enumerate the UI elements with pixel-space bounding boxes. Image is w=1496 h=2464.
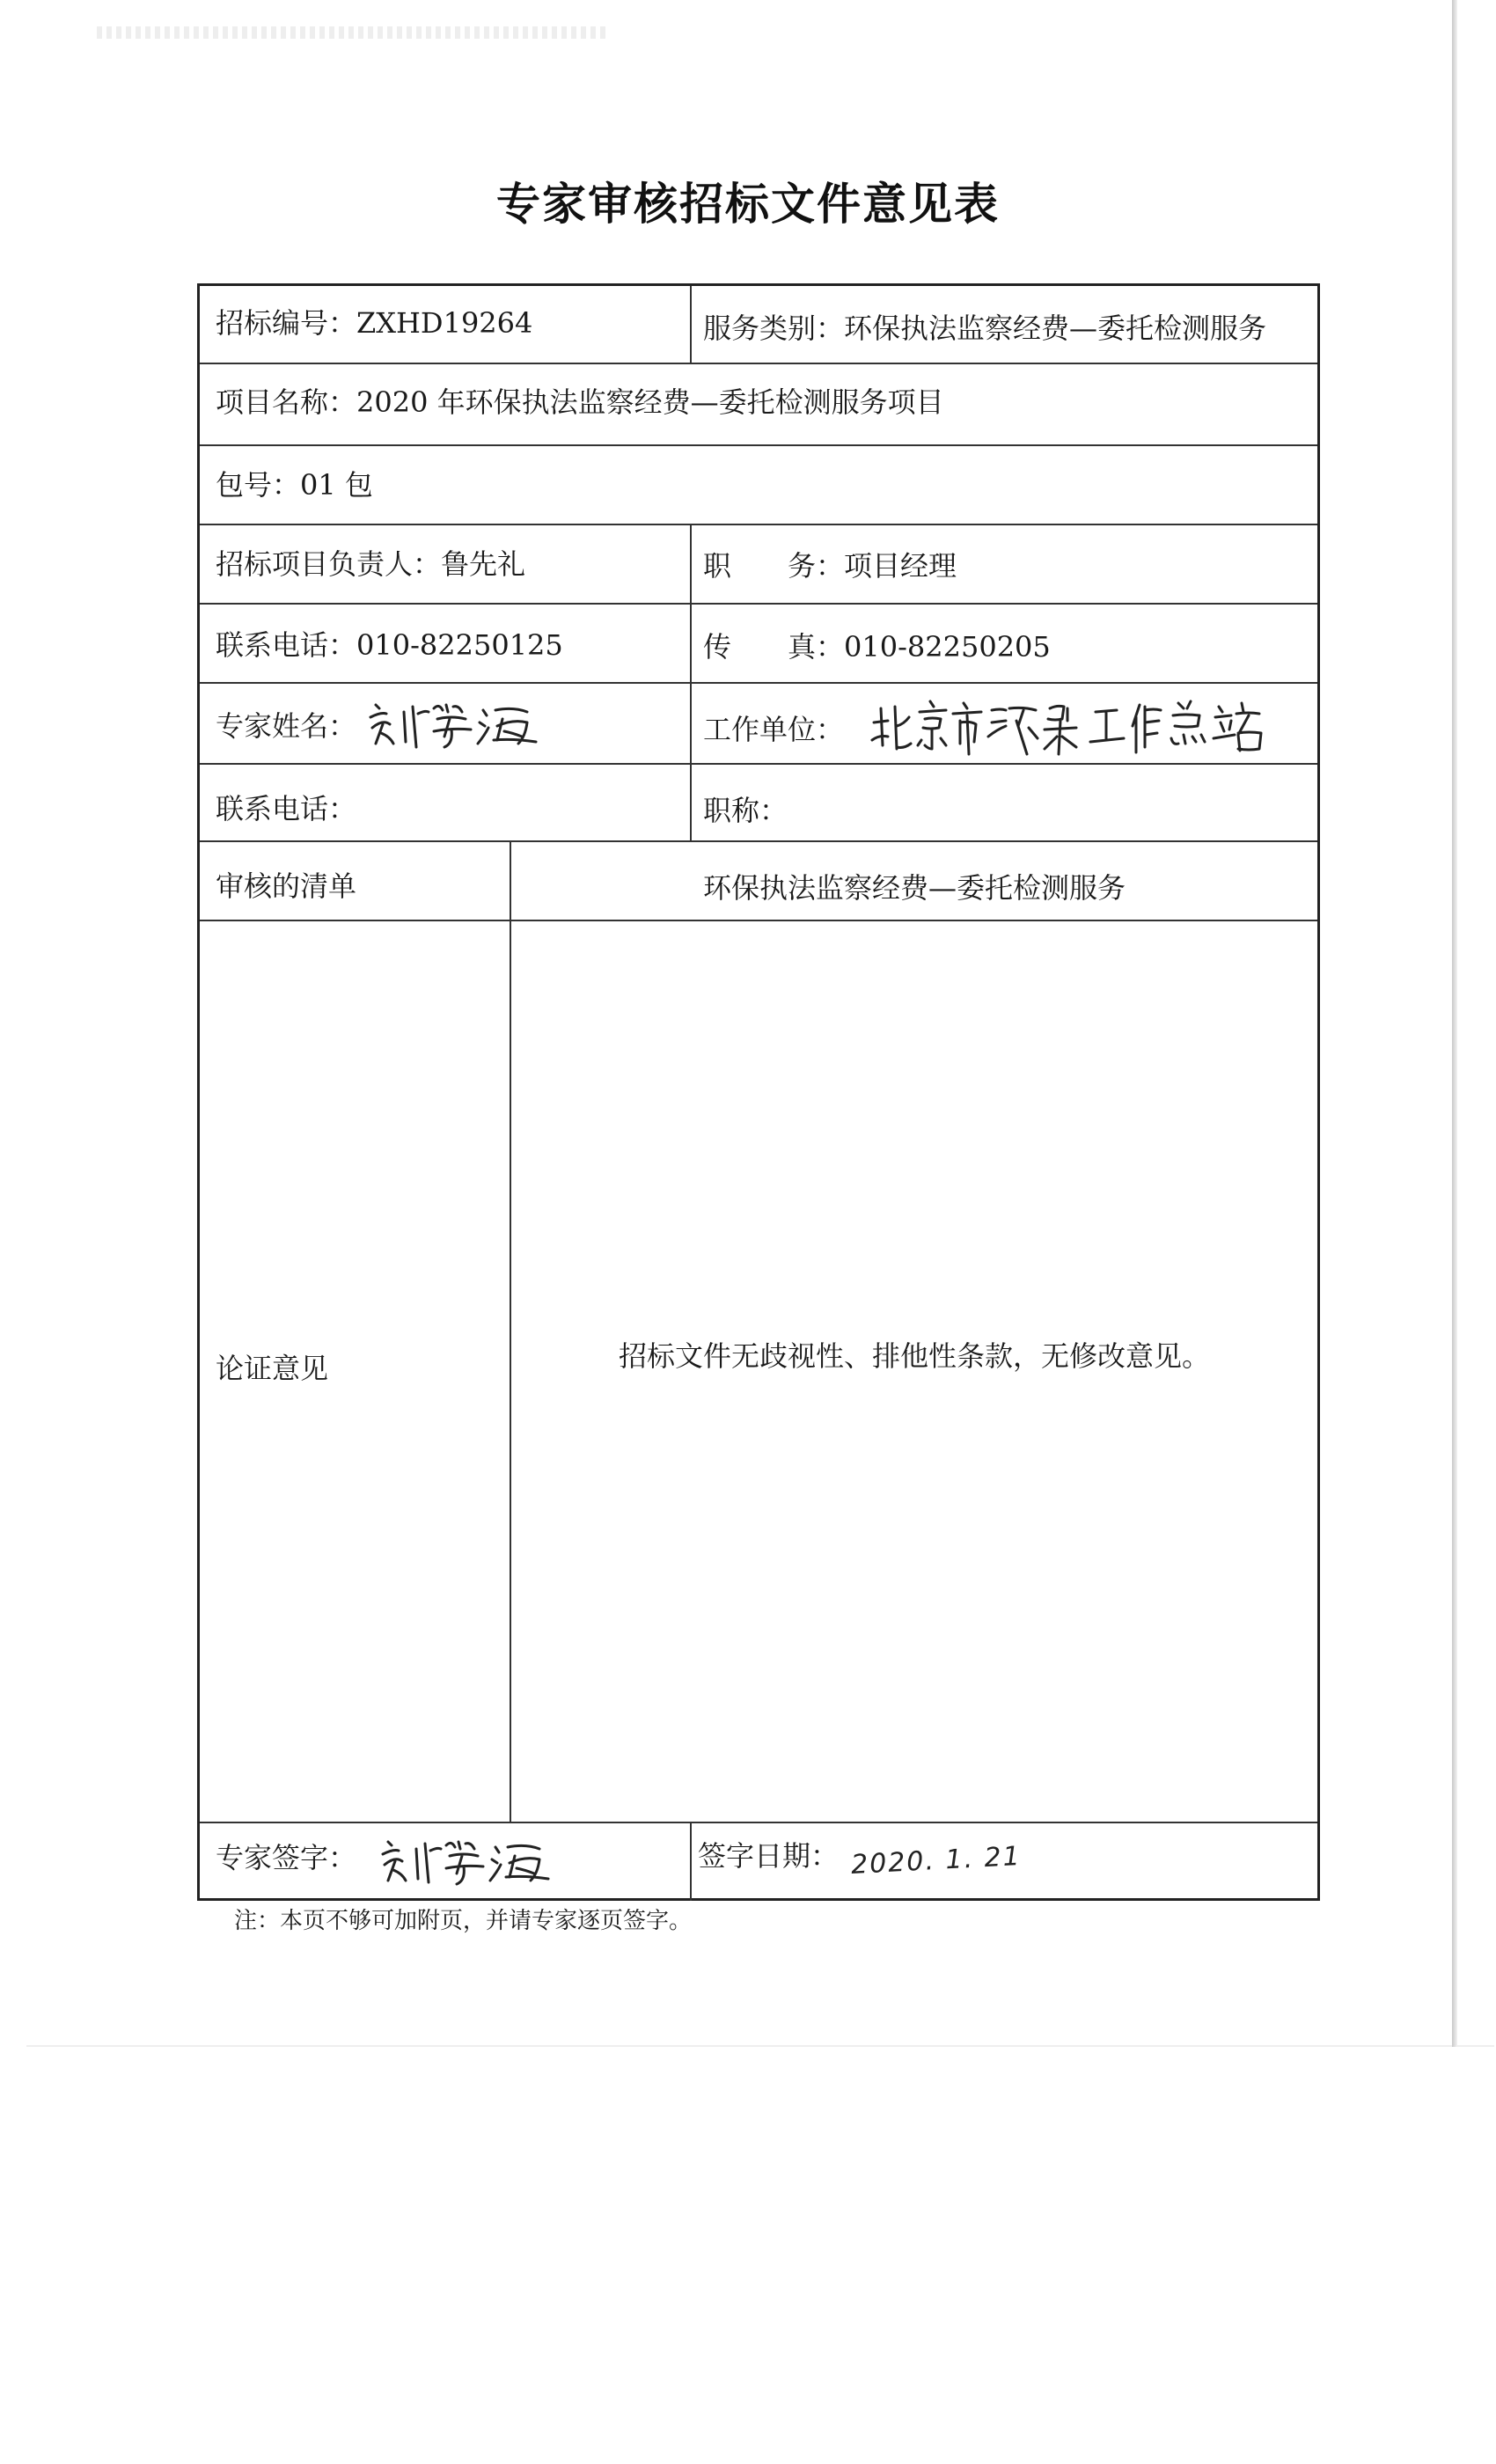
professional-title-label: 职称： — [703, 794, 788, 827]
row-divider — [200, 763, 1317, 765]
column-divider — [690, 286, 692, 363]
project-name: 项目名称：2020 年环保执法监察经费—委托检测服务项目 — [216, 385, 944, 419]
project-leader: 招标项目负责人：鲁先礼 — [216, 547, 526, 581]
column-divider — [690, 1822, 692, 1901]
row-divider — [200, 363, 1317, 364]
handwritten-sign-date: 2020. 1. 21 — [850, 1840, 1023, 1881]
handwritten-work-unit — [869, 691, 1273, 761]
review-form-table — [197, 283, 1320, 1901]
fax-number: 传 真：010-82250205 — [703, 630, 1051, 664]
row-divider — [200, 444, 1317, 446]
row-divider — [200, 524, 1317, 525]
row-divider — [200, 840, 1317, 842]
contact-phone: 联系电话：010-82250125 — [216, 628, 563, 662]
opinion-label: 论证意见 — [216, 1352, 329, 1385]
column-divider — [690, 524, 692, 840]
opinion-text: 招标文件无歧视性、排他性条款，无修改意见。 — [618, 1339, 1210, 1373]
bid-number: 招标编号：ZXHD19264 — [216, 306, 533, 340]
package-number: 包号：01 包 — [216, 468, 373, 502]
column-divider — [510, 840, 511, 1822]
expert-name-label: 专家姓名： — [216, 709, 357, 743]
footnote: 注：本页不够可加附页，并请专家逐页签字。 — [234, 1908, 693, 1934]
expert-phone-label: 联系电话： — [216, 792, 357, 825]
sign-date-label: 签字日期： — [698, 1839, 840, 1873]
work-unit-label: 工作单位： — [703, 713, 845, 746]
review-list-label: 审核的清单 — [216, 869, 357, 903]
review-list-value: 环保执法监察经费—委托检测服务 — [702, 871, 1126, 905]
signature-label: 专家签字： — [216, 1841, 357, 1874]
row-divider — [200, 603, 1317, 605]
row-divider — [200, 920, 1317, 921]
document-title: 专家审核招标文件意见表 — [496, 179, 1000, 230]
row-divider — [200, 1822, 1317, 1823]
handwritten-signature — [376, 1828, 569, 1889]
position: 职 务：项目经理 — [703, 549, 957, 583]
handwritten-expert-name — [363, 693, 557, 754]
row-divider — [200, 682, 1317, 684]
scan-artifact — [97, 26, 607, 39]
page-edge-shadow — [1452, 0, 1457, 2047]
service-category: 服务类别：环保执法监察经费—委托检测服务 — [703, 312, 1267, 345]
